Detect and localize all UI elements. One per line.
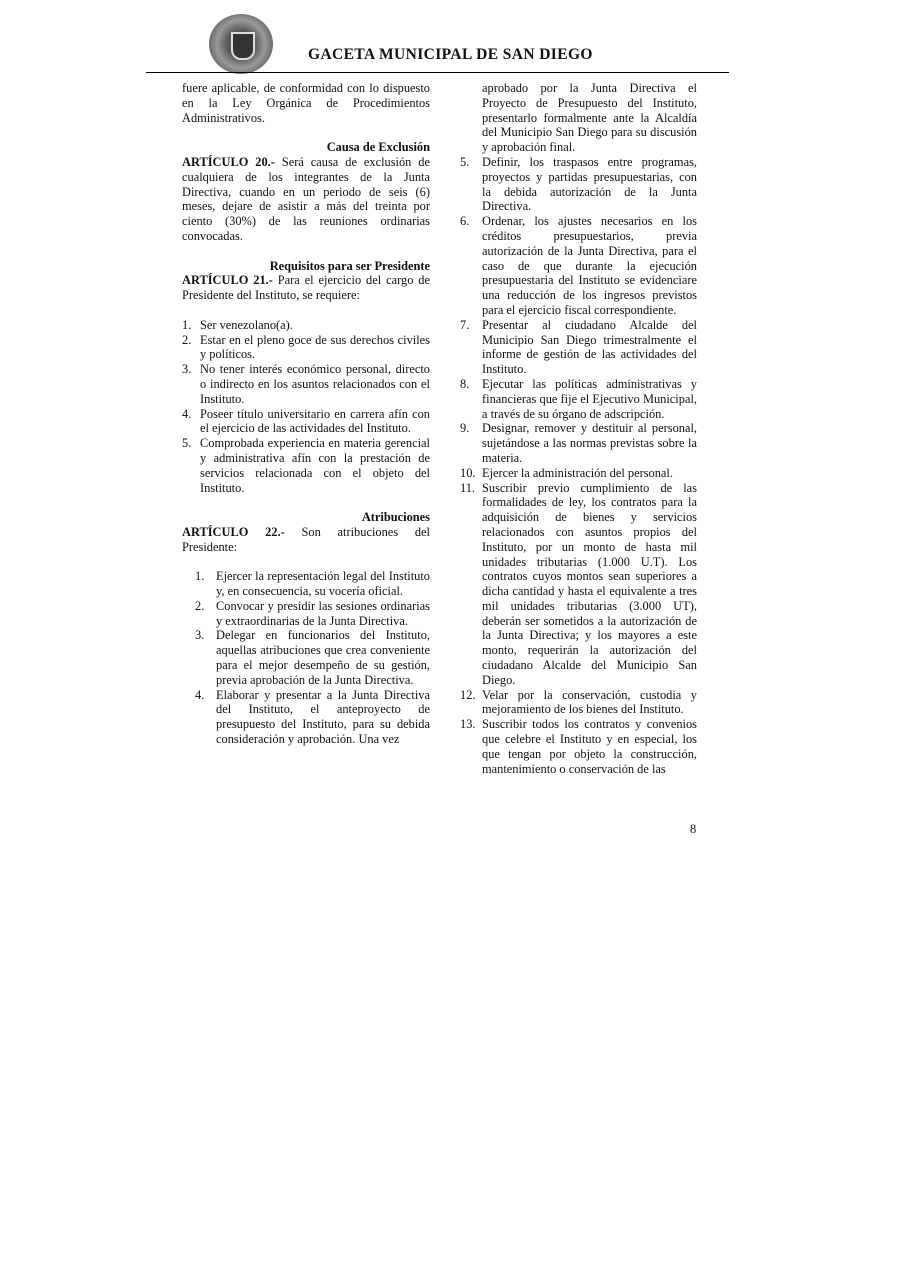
list-item-text: Ejercer la representación legal del Instituto y, en consecuencia, su vocería oficial. [216,569,430,599]
list-item-number: 8. [460,376,470,391]
list-item-text: Ordenar, los ajustes necesarios en los créditos presupuestarios, previa autorización de la Junta Directiva, para el caso de que durante la ejecución presupuestaria del Instituto se evidenciare una reducción de los ingresos previstos para el ejercicio fiscal correspondiente. [482,214,697,317]
list-item-text: Ser venezolano(a). [200,317,293,332]
list-item-number: 9. [460,421,470,436]
list-item [460,481,697,688]
list-item-text: Comprobada experiencia en materia gerencial y administrativa afín con la prestación de servicios relacionada con el objeto del Instituto. [200,436,430,495]
art21-heading: Requisitos para ser Presidente [269,258,430,273]
list-item-text: Suscribir todos los contratos y convenios que celebre el Instituto y en especial, los que tengan por objeto la construcción, mantenimiento o conservación de las [482,717,697,776]
art21-label: ARTÍCULO 21.- [182,273,273,288]
list-item [460,421,697,465]
list-item-number: 3. [182,362,192,377]
intro-paragraph: fuere aplicable, de conformidad con lo dispuesto en la Ley Orgánica de Procedimientos Administrativos. [182,81,430,125]
list-item-text: Presentar al ciudadano Alcalde del Municipio San Diego trimestralmente el informe de gestión de las actividades del Instituto. [482,317,697,377]
list-item-text: Estar en el pleno goce de sus derechos civiles y políticos. [200,332,430,362]
gazette-title: GACETA MUNICIPAL DE SAN DIEGO [308,46,593,63]
list-item [460,717,697,776]
attributions-list-continued [460,155,697,776]
list-item-text: Designar, remover y destituir al personal, sujetándose a las normas previstas sobre la materia. [482,421,697,465]
list-item [182,333,430,363]
list-item [182,688,430,747]
list-item-text: Definir, los traspasos entre programas, proyectos y partidas presupuestarias, con la debida autorización de la Junta Directiva. [482,154,697,214]
list-item-number: 4. [182,406,192,421]
list-item [182,599,430,629]
list-item-number: 3. [195,628,205,643]
list-item-text: Ejercer la administración del personal. [482,465,673,480]
list-item-number: 4. [195,687,205,702]
list-item-number: 1. [195,569,205,584]
list-item-text: Convocar y presidir las sesiones ordinarias y extraordinarias de la Junta Directiva. [216,598,430,628]
list-item-text: Poseer título universitario en carrera afín con el ejercicio de las actividades del Instituto. [200,406,430,436]
municipal-seal-logo [209,14,273,74]
art22-paragraph: ARTÍCULO 22.- Son atribuciones del Presidente: [182,524,430,554]
list-item-number: 12. [460,687,476,702]
list-item-number: 2. [195,598,205,613]
list-item [182,318,430,333]
list-item [182,628,430,687]
list-item-text: Velar por la conservación, custodia y mejoramiento de los bienes del Instituto. [482,687,697,717]
list-item [460,214,697,318]
list-item-text: Delegar en funcionarios del Instituto, aquellas atribuciones que crea conveniente para el mejor desempeño de su gestión, previa aprobación de la Junta Directiva. [216,628,430,687]
list-item-number: 6. [460,214,470,229]
list-item-text: No tener interés económico personal, directo o indirecto en los asuntos relacionados con el Instituto. [200,362,430,406]
list-item-number: 5. [182,436,192,451]
list-item [460,466,697,481]
list-item [460,155,697,214]
art20-paragraph: ARTÍCULO 20.- Será causa de exclusión de cualquiera de los integrantes de la Junta Directiva, cuando en un periodo de seis (6) meses, dejare de asistir a más del treinta por ciento (30%) de las reuniones ordinarias convocadas. [182,154,430,243]
list-item-number: 7. [460,317,470,332]
list-item [182,569,430,599]
art22-label: ARTÍCULO 22.- [182,524,285,539]
right-column [460,81,697,776]
list-item [460,688,697,718]
list-item-number: 5. [460,154,470,169]
list-item-text: Ejecutar las políticas administrativas y financieras que fije el Ejecutivo Municipal, a través de su órgano de adscripción. [482,376,697,421]
list-item-text: Suscribir previo cumplimiento de las formalidades de ley, los contratos para la adquisición de bienes y servicios relacionados con asuntos propios del Instituto, por un monto de hasta mil unidades tributarias (1.000 U.T). Los contratos cuyos montos sean superiores a dicha cantidad y hasta el equivalente a tres mil unidades tributarias (3.000 UT), deberán ser sometidos a la autorización de la Junta Directiva; y los mayores a este monto, requerirán la autorización del ciudadano Alcalde del Municipio San Diego. [482,480,697,687]
list-item [182,407,430,437]
art20-heading: Causa de Exclusión [326,140,430,155]
art22-list [182,569,430,747]
art20-label: ARTÍCULO 20.- [182,154,275,169]
list-item-number: 2. [182,332,192,347]
art21-list [182,318,430,496]
list-item [460,377,697,421]
list-item [182,362,430,406]
continuation-paragraph: aprobado por la Junta Directiva el Proyecto de Presupuesto del Instituto, presentarlo formalmente ante la Alcaldía del Municipio San Diego para su discusión y aprobación final. [482,81,697,155]
list-item-number: 1. [182,317,192,332]
page-number: 8 [690,822,697,836]
list-item-number: 13. [460,717,476,732]
header-divider [146,72,729,73]
list-item [460,318,697,377]
left-column [182,81,430,747]
art21-paragraph: ARTÍCULO 21.- Para el ejercicio del cargo de Presidente del Instituto, se requiere: [182,273,430,303]
list-item-text: Elaborar y presentar a la Junta Directiva del Instituto, el anteproyecto de presupuesto del Instituto, para su debida consideración y aprobación. Una vez [216,687,430,747]
list-item-number: 11. [460,480,476,495]
list-item-number: 10. [460,465,476,480]
art22-heading: Atribuciones [361,510,430,525]
list-item [182,436,430,495]
